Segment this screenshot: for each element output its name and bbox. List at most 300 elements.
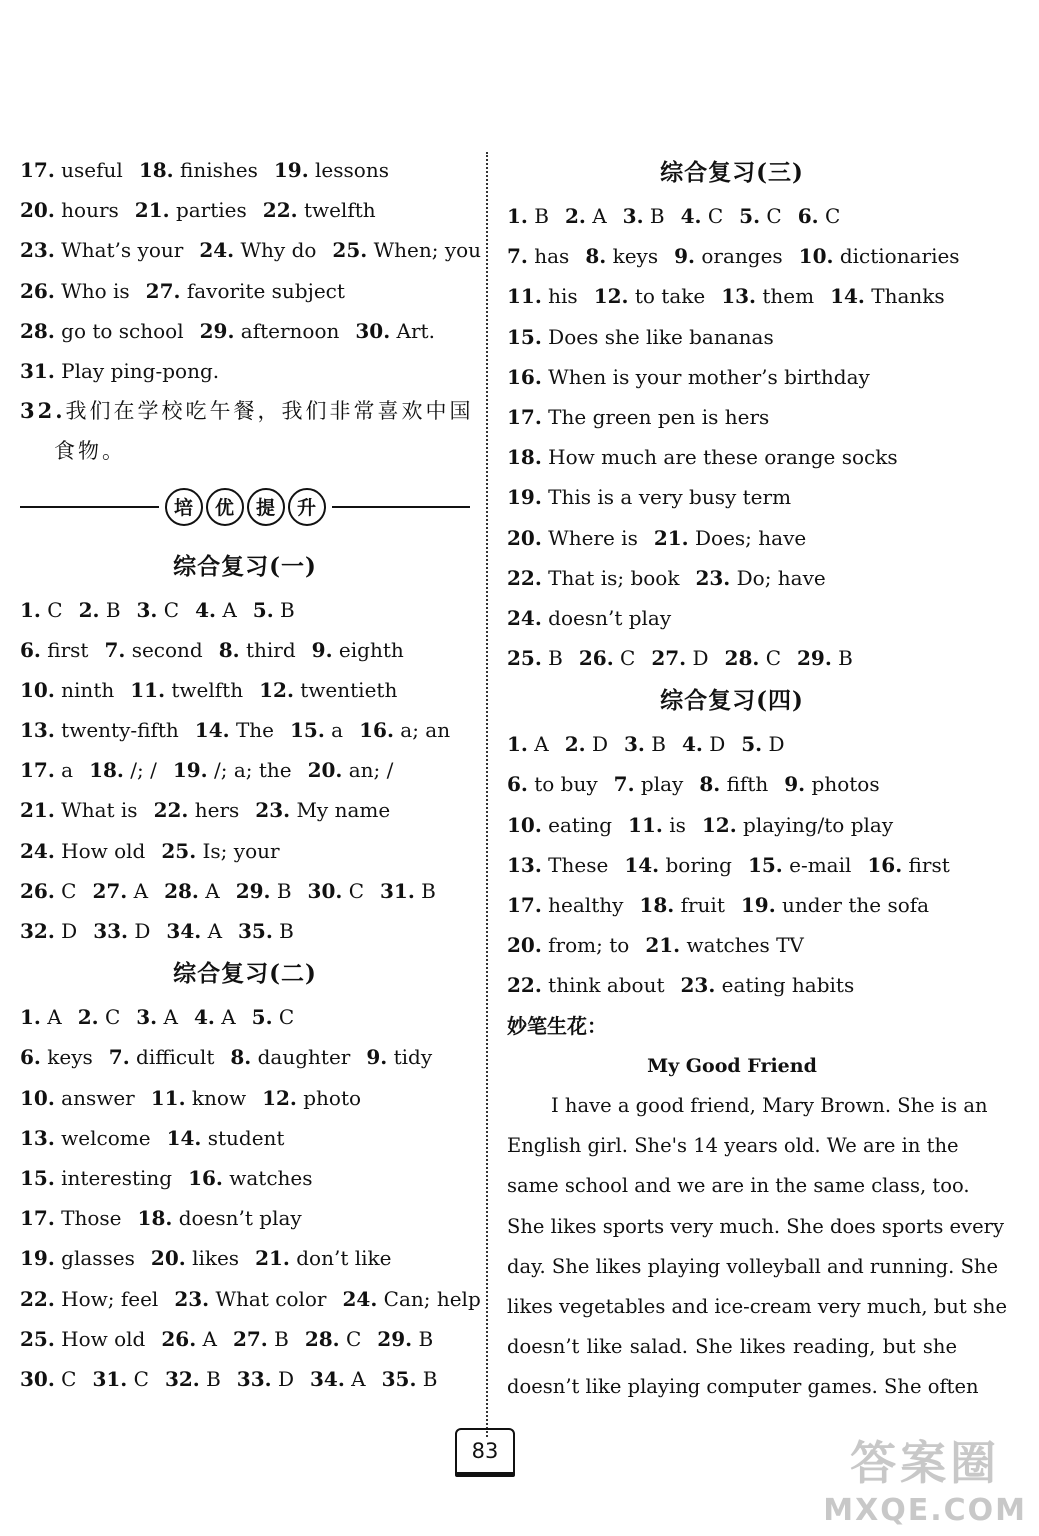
answer-number: 22. — [507, 973, 542, 998]
answer-number: 8. — [230, 1045, 252, 1070]
answer-item — [20, 919, 77, 943]
answer-number: 15. — [20, 1165, 55, 1190]
essay-line: doesn’t like playing computer games. She often — [507, 1375, 979, 1399]
answer-item — [20, 1246, 135, 1270]
answer-line — [507, 724, 957, 764]
answer-number: 5. — [252, 597, 274, 622]
banner-seals — [165, 488, 326, 526]
answer-text: B — [534, 204, 549, 228]
answer-number: 10. — [798, 244, 834, 269]
answer-line — [507, 357, 957, 397]
answer-text: watches — [229, 1165, 313, 1190]
answer-item — [20, 758, 73, 782]
answer-number: 7. — [108, 1045, 130, 1070]
answer-text: is — [669, 812, 686, 837]
answer-line — [20, 190, 470, 230]
answer-item — [173, 758, 292, 782]
answer-item — [20, 359, 219, 383]
answer-text: think about — [548, 973, 665, 998]
answer-number: 13. — [20, 1125, 55, 1150]
answer-item — [92, 1367, 148, 1391]
answer-number: 27. — [92, 878, 128, 903]
answer-line — [20, 311, 470, 351]
answer-line — [20, 670, 470, 710]
answer-text: B — [418, 1326, 434, 1351]
essay-title: My Good Friend — [647, 1054, 817, 1077]
answer-item — [200, 319, 340, 343]
answer-number: 20. — [507, 525, 542, 550]
answer-item — [252, 1005, 295, 1029]
answer-item — [151, 1246, 239, 1270]
answer-item — [154, 798, 240, 822]
answer-number: 18. — [89, 758, 124, 783]
answer-number: 17. — [20, 1206, 55, 1231]
answer-number: 18. — [507, 445, 542, 470]
answer-number: 15. — [507, 324, 542, 349]
answer-text: B — [838, 646, 853, 671]
answer-number: 4. — [195, 597, 216, 622]
essay-line: She likes sports very much. She does sports every — [507, 1214, 1004, 1238]
answer-number: 21. — [255, 1246, 290, 1271]
answer-number: 11. — [130, 677, 166, 702]
answer-text: difficult — [136, 1045, 215, 1070]
answer-item — [342, 1287, 480, 1311]
answer-text: C — [348, 878, 365, 903]
answer-number: 5. — [739, 204, 761, 228]
answer-number: 20. — [507, 933, 542, 958]
banner-char-3: 提 — [247, 488, 285, 526]
answer-number: 6. — [20, 637, 41, 662]
answer-number: 9. — [366, 1045, 388, 1070]
answer-text: go to school — [61, 318, 184, 343]
answer-item — [507, 204, 549, 228]
answer-line — [20, 1319, 470, 1359]
answer-item — [654, 526, 806, 550]
answer-number: 23. — [695, 565, 731, 590]
answer-item — [263, 198, 376, 222]
answer-item — [92, 879, 148, 903]
answer-text: What is — [61, 798, 138, 823]
answer-number: 31. — [380, 878, 415, 903]
answer-item — [305, 1327, 361, 1351]
answer-number: 26. — [20, 878, 55, 903]
answer-text: Play ping-pong. — [61, 358, 220, 383]
answer-number: 17. — [20, 758, 55, 783]
answer-line — [507, 317, 957, 357]
answer-text: doesn’t play — [548, 605, 672, 630]
answer-text: an; / — [348, 758, 394, 783]
review4-answers — [507, 724, 957, 1005]
answer-text: eighth — [338, 637, 404, 662]
answer-text: oranges — [701, 244, 783, 269]
answer-text: third — [245, 637, 296, 662]
answer-number: 12. — [259, 677, 294, 702]
answer-text: B — [649, 204, 665, 228]
answer-text: B — [105, 597, 121, 622]
answer-line — [507, 558, 957, 598]
answer-number: 32. — [20, 398, 66, 424]
answer-item — [20, 158, 123, 182]
answer-number: 32. — [20, 919, 55, 943]
answer-item — [195, 598, 237, 622]
answer-item — [507, 485, 791, 509]
answer-number: 4. — [680, 204, 702, 228]
answer-number: 18. — [138, 158, 174, 182]
answer-text: hers — [194, 798, 240, 823]
answer-item — [164, 879, 220, 903]
answer-text: What’s your — [61, 238, 184, 263]
answer-number: 11. — [628, 812, 663, 837]
review2-answers — [20, 997, 481, 1399]
answer-number: 15. — [747, 852, 783, 877]
answer-line — [20, 590, 470, 630]
answer-line — [20, 911, 470, 951]
answer-item — [565, 732, 608, 756]
answer-text: C — [707, 204, 724, 228]
answer-line — [507, 965, 957, 1005]
answer-item — [507, 566, 679, 590]
answer-number: 26. — [578, 646, 614, 671]
answer-item — [109, 1045, 215, 1069]
answer-text: A — [222, 597, 237, 622]
answer-text: Thanks — [871, 284, 945, 309]
answer-item — [20, 879, 76, 903]
answer-item — [507, 325, 774, 349]
answer-text: twentieth — [300, 677, 398, 702]
answer-number: 14. — [166, 1125, 202, 1150]
answer-item — [507, 284, 578, 308]
answer-number: 25. — [332, 238, 368, 263]
answer-line — [20, 790, 470, 830]
essay-line: English girl. She's 14 years old. We are in the — [507, 1134, 959, 1158]
answer-number: 10. — [20, 1085, 55, 1110]
answer-item — [93, 919, 150, 943]
essay-line: I have a good friend, Mary Brown. She is an — [551, 1093, 988, 1117]
answer-number: 29. — [235, 878, 271, 903]
answer-number: 33. — [93, 919, 128, 943]
answer-line — [20, 750, 470, 790]
answer-item — [308, 758, 394, 782]
answer-number: 28. — [724, 646, 760, 671]
essay-line: day. She likes playing volleyball and running. She — [507, 1254, 999, 1278]
answer-text: Art. — [396, 318, 435, 343]
answer-number: 9. — [784, 772, 806, 797]
answer-number: 8. — [585, 244, 607, 269]
answer-number: 15. — [290, 718, 325, 743]
answer-number: 24. — [507, 605, 542, 630]
answer-number: 2. — [78, 597, 100, 622]
answer-item — [174, 1287, 326, 1311]
answer-number: 20. — [20, 198, 55, 223]
answer-number: 32. — [164, 1366, 200, 1391]
answer-number: 29. — [199, 318, 235, 343]
answer-text: How; feel — [61, 1286, 159, 1311]
watermark-logo — [823, 1427, 1027, 1528]
answer-item — [290, 718, 343, 742]
answer-text: C — [61, 1366, 77, 1391]
answer-item — [380, 879, 436, 903]
answer-item — [739, 204, 782, 228]
answer-text: C — [278, 1005, 295, 1030]
answer-text: don’t like — [296, 1246, 392, 1271]
answer-text: tidy — [393, 1045, 433, 1070]
answer-item — [377, 1327, 433, 1351]
answer-number: 29. — [797, 646, 832, 671]
answer-line — [20, 1037, 470, 1077]
answer-line — [507, 885, 957, 925]
answer-number: 3. — [136, 597, 158, 622]
answer-text: C — [104, 1005, 121, 1030]
answer-item — [20, 839, 145, 863]
answer-line — [20, 271, 470, 311]
answer-text: e-mail — [789, 852, 852, 877]
answer-number: 20. — [307, 758, 343, 783]
answer-text: know — [191, 1085, 247, 1110]
answer-number: 27. — [232, 1326, 268, 1351]
essay-body — [507, 1086, 1007, 1408]
answer-32-cont: 食物。 — [54, 439, 126, 464]
answer-text: Those — [61, 1206, 122, 1231]
section-title-review4: 综合复习(四) — [660, 687, 804, 715]
answer-number: 29. — [377, 1326, 413, 1351]
answer-number: 16. — [867, 852, 903, 877]
answer-text: daughter — [257, 1045, 351, 1070]
answer-item — [253, 598, 295, 622]
answers-continued — [20, 150, 482, 391]
answer-text: glasses — [61, 1246, 135, 1271]
answer-number: 3. — [624, 732, 645, 757]
answer-item — [507, 933, 629, 957]
right-column — [507, 150, 1007, 1407]
answer-text: Do; have — [736, 565, 826, 590]
answer-number: 13. — [721, 284, 757, 309]
answer-number: 28. — [164, 878, 199, 903]
answer-item — [238, 919, 294, 943]
answer-number: 3. — [622, 204, 644, 228]
answer-text: D — [709, 732, 726, 757]
answer-line — [20, 1158, 470, 1198]
answer-text: C — [824, 204, 841, 228]
answer-text: A — [205, 878, 220, 903]
answer-line — [20, 230, 482, 270]
answer-text: eating habits — [721, 973, 855, 998]
answer-item — [624, 853, 732, 877]
answer-text: D — [134, 919, 151, 943]
answer-item — [20, 1327, 145, 1351]
answer-number: 8. — [218, 637, 240, 662]
watermark-text-bottom: MXQE.COM — [823, 1493, 1027, 1528]
section-title-review3: 综合复习(三) — [660, 159, 804, 186]
answer-text: C — [163, 597, 180, 622]
answer-item — [359, 718, 450, 742]
answer-item — [681, 204, 724, 228]
answer-item — [78, 1005, 121, 1029]
answer-item — [797, 646, 853, 670]
answer-item — [20, 1367, 76, 1391]
answer-number: 30. — [307, 878, 343, 903]
answer-item — [137, 598, 180, 622]
answer-item — [579, 646, 635, 670]
answer-text: keys — [47, 1045, 93, 1070]
answer-line — [20, 710, 470, 750]
answer-item — [146, 279, 345, 303]
answer-number: 22. — [507, 565, 542, 590]
answer-number: 24. — [199, 238, 235, 263]
answer-number: 1. — [507, 204, 528, 228]
answer-line — [507, 397, 957, 437]
answer-text: twelfth — [171, 677, 244, 702]
answer-text: D — [591, 732, 608, 757]
answer-number: 17. — [507, 404, 542, 429]
answer-item — [623, 204, 665, 228]
answer-item — [594, 284, 706, 308]
answer-text: to take — [634, 284, 706, 309]
answer-item — [312, 638, 404, 662]
answer-number: 20. — [150, 1246, 186, 1271]
answer-item — [695, 566, 825, 590]
answer-item — [20, 279, 130, 303]
answer-item — [20, 1287, 158, 1311]
answer-item — [20, 718, 179, 742]
answer-text: fifth — [726, 772, 769, 797]
answer-line — [20, 351, 470, 391]
answer-number: 16. — [507, 364, 542, 389]
review1-answers — [20, 590, 470, 952]
answer-item — [167, 1126, 285, 1150]
answer-number: 30. — [20, 1366, 55, 1391]
answer-text: doesn’t play — [178, 1206, 302, 1231]
answer-item — [259, 678, 397, 702]
answer-item — [195, 718, 274, 742]
answer-text: When is your mother’s birthday — [548, 364, 870, 389]
answer-item — [166, 919, 222, 943]
answer-item — [308, 879, 364, 903]
answer-item — [20, 1126, 151, 1150]
answer-item — [748, 853, 851, 877]
banner-rule-right — [332, 506, 471, 508]
answer-text: second — [131, 637, 203, 662]
answer-number: 12. — [701, 812, 737, 837]
answer-item — [236, 879, 292, 903]
answer-number: 23. — [20, 238, 55, 263]
answer-line — [507, 196, 957, 236]
answer-32 — [20, 391, 474, 431]
answer-number: 24. — [20, 838, 55, 863]
answer-item — [628, 813, 686, 837]
essay-line: likes vegetables and ice-cream very much, but she — [507, 1294, 1007, 1318]
answer-number: 4. — [681, 732, 703, 757]
answer-item — [867, 853, 949, 877]
answer-text: B — [548, 646, 563, 671]
answer-item — [507, 445, 898, 469]
answer-text: them — [762, 284, 815, 309]
answer-item — [507, 365, 870, 389]
answer-text: Does she like bananas — [548, 324, 774, 349]
answer-number: 9. — [674, 244, 695, 269]
essay-line: same school and we are in the same class, too. — [507, 1174, 970, 1198]
answer-item — [507, 405, 769, 429]
answer-item — [20, 1086, 135, 1110]
answer-item — [614, 772, 684, 796]
answer-number: 10. — [507, 812, 542, 837]
answer-item — [645, 933, 804, 957]
answer-number: 34. — [166, 919, 202, 943]
answer-number: 3. — [136, 1005, 158, 1030]
answer-text: Does; have — [695, 525, 807, 550]
answer-line — [20, 1118, 470, 1158]
answer-number: 2. — [564, 204, 586, 228]
answer-item — [233, 1327, 289, 1351]
answer-number: 35. — [238, 919, 273, 943]
answer-item — [799, 244, 960, 268]
answer-item — [830, 284, 945, 308]
answer-number: 10. — [20, 677, 55, 702]
answer-text: /; / — [130, 758, 157, 783]
answer-item — [639, 893, 724, 917]
answer-text: My name — [296, 798, 391, 823]
answer-number: 14. — [624, 852, 660, 877]
answer-number: 23. — [680, 973, 716, 998]
answer-number: 13. — [507, 852, 542, 877]
answer-item — [255, 798, 390, 822]
answer-number: 5. — [741, 732, 763, 757]
answer-item — [135, 198, 247, 222]
banner-char-1: 培 — [165, 488, 203, 526]
answer-text: A — [202, 1326, 217, 1351]
answer-number: 11. — [507, 284, 542, 309]
answer-number: 19. — [172, 758, 208, 783]
answer-item — [507, 813, 612, 837]
answer-item — [699, 772, 768, 796]
answer-text: playing/to play — [743, 812, 894, 837]
answer-text: A — [207, 919, 223, 943]
answer-item — [89, 758, 157, 782]
answer-text: How much are these orange socks — [548, 445, 898, 470]
answer-text: B — [274, 1326, 289, 1351]
answer-item — [20, 1166, 172, 1190]
answer-item — [20, 798, 138, 822]
answer-number: 34. — [310, 1366, 345, 1391]
answer-number: 7. — [507, 244, 528, 269]
answer-item — [262, 1086, 361, 1110]
answer-text: from; to — [548, 933, 630, 958]
answer-text: B — [422, 1366, 438, 1391]
answer-number: 21. — [645, 933, 681, 958]
answer-item — [20, 1005, 62, 1029]
answer-line — [20, 831, 470, 871]
answer-text: student — [207, 1125, 285, 1150]
answer-number: 28. — [20, 318, 55, 343]
answer-line — [20, 150, 470, 190]
answer-text: C — [61, 878, 77, 903]
answer-text: A — [163, 1005, 178, 1030]
answer-item — [237, 1367, 294, 1391]
answer-item — [507, 244, 569, 268]
answer-item — [139, 158, 258, 182]
answer-text: welcome — [61, 1125, 151, 1150]
answer-item — [507, 973, 665, 997]
writing-label: 妙笔生花： — [507, 1013, 607, 1038]
answer-text: A — [47, 1005, 62, 1030]
answer-number: 8. — [699, 772, 721, 797]
answer-item — [151, 1086, 246, 1110]
answer-32-line1: 我们在学校吃午餐，我们非常喜欢中国 — [65, 399, 474, 424]
answer-item — [507, 772, 598, 796]
answer-number: 22. — [262, 198, 298, 223]
answer-item — [20, 319, 184, 343]
banner-char-4: 升 — [288, 488, 326, 526]
answer-text: B — [421, 878, 436, 903]
